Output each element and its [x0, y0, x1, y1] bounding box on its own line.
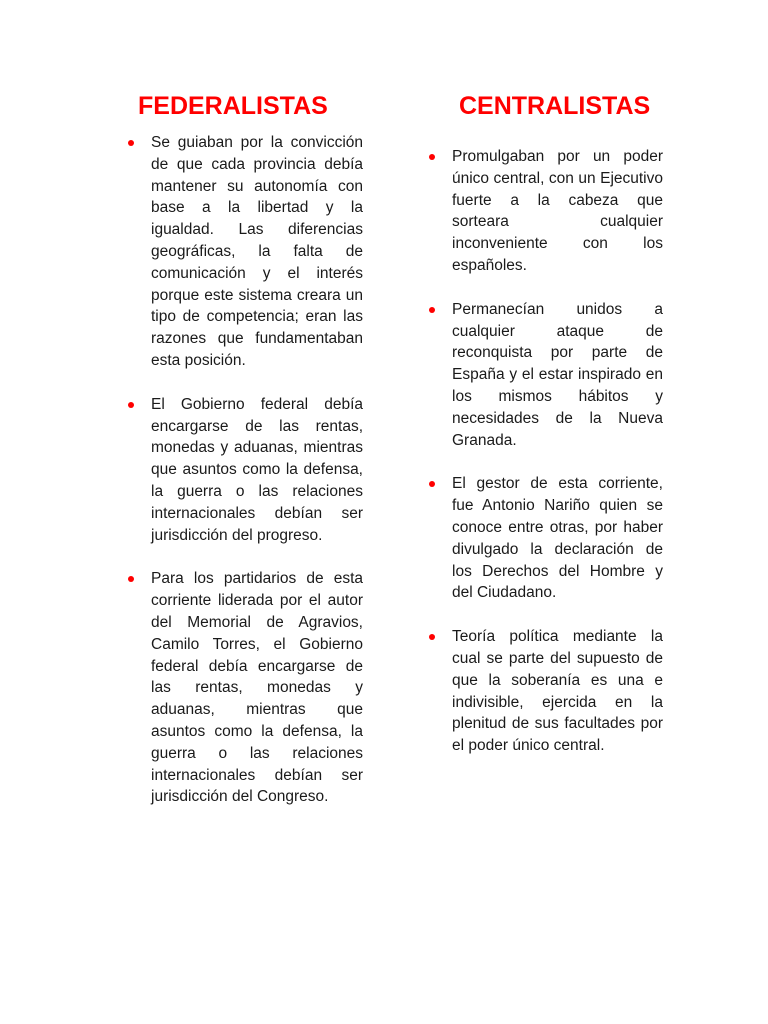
bullet-icon	[128, 140, 134, 146]
list-item-text: El gestor de esta corriente, fue Antonio Nariño quien se conoce entre otras, por haber divulgado la declaración de los Derechos del Hombre y del Ciudadano.	[452, 475, 663, 602]
centralistas-list	[428, 146, 663, 757]
list-item-text: Permanecían unidos a cualquier ataque de reconquista por parte de España y el estar inspirado en los mismos hábitos y necesidades de la Nueva Granada.	[452, 300, 663, 449]
federalistas-list	[127, 132, 363, 808]
bullet-icon	[429, 634, 435, 640]
bullet-icon	[429, 481, 435, 487]
list-item-text: Para los partidarios de esta corriente liderada por el autor del Memorial de Agravios, Camilo Torres, el Gobierno federal debía encargarse de las rentas, monedas y aduanas, mientras que asuntos como la defensa, la guerra o las relaciones internacionales debían ser jurisdicción del Congreso.	[151, 570, 363, 806]
list-item-text: El Gobierno federal debía encargarse de las rentas, monedas y aduanas, mientras que asuntos como la defensa, la guerra o las relaciones internacionales debían ser jurisdicción del progreso.	[151, 395, 363, 544]
federalistas-column	[127, 88, 363, 808]
list-item	[428, 299, 663, 452]
list-item-text: Teoría política mediante la cual se parte del supuesto de que la soberanía es una e indivisible, ejercida en la plenitud de sus facultades por el poder único central.	[452, 628, 663, 755]
centralistas-heading: CENTRALISTAS	[459, 92, 651, 120]
list-item	[127, 394, 363, 547]
list-item-text: Se guiaban por la convicción de que cada provincia debía mantener su autonomía con base a la libertad y la igualdad. Las diferencias geográficas, la falta de comunicación y el interés porque este sistema creara un tipo de competencia; eran las razones que fundamentaban esta posición.	[151, 134, 363, 369]
list-item	[428, 626, 663, 757]
bullet-icon	[429, 154, 435, 160]
list-item	[428, 146, 663, 277]
list-item	[127, 568, 363, 808]
list-item	[127, 132, 363, 372]
bullet-icon	[128, 576, 134, 582]
federalistas-heading: FEDERALISTAS	[138, 92, 328, 120]
list-item	[428, 473, 663, 604]
list-item-text: Promulgaban por un poder único central, con un Ejecutivo fuerte a la cabeza que sorteara cualquier inconveniente con los españoles.	[452, 148, 663, 274]
bullet-icon	[429, 307, 435, 313]
centralistas-column	[428, 88, 663, 757]
bullet-icon	[128, 402, 134, 408]
